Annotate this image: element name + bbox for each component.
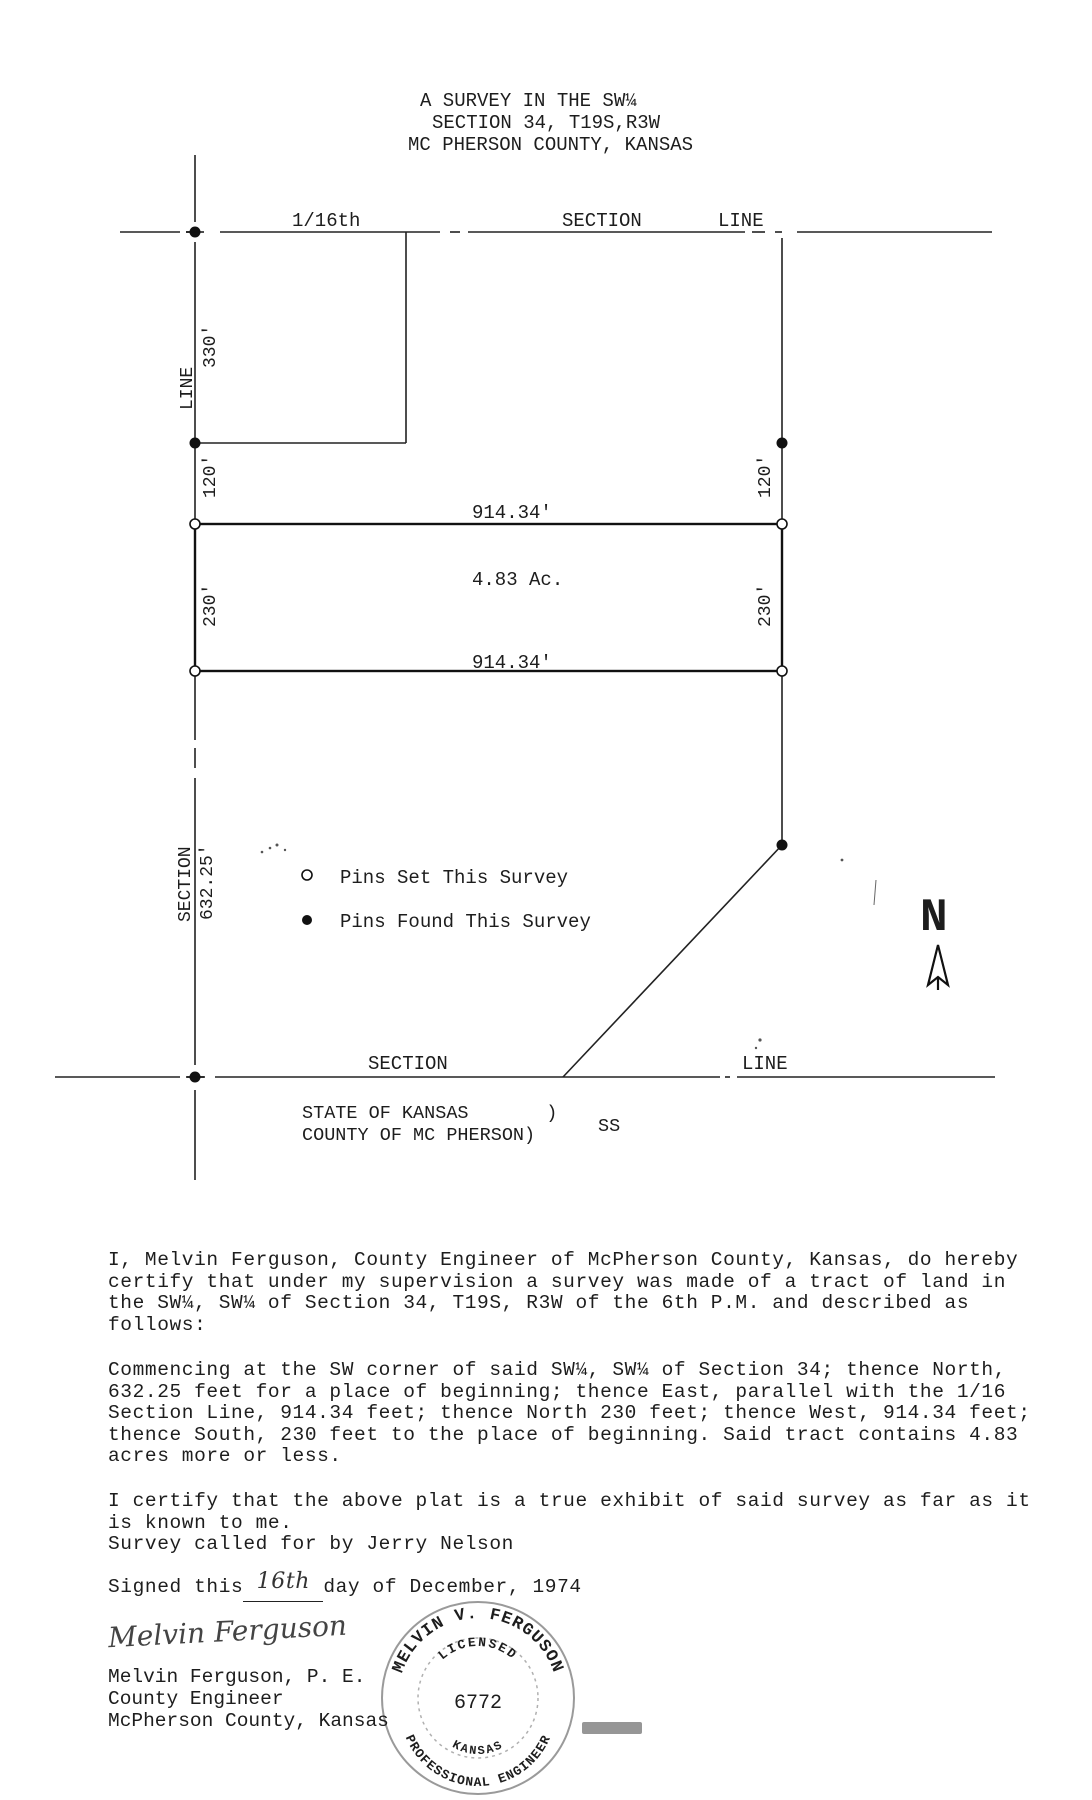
- title-line-2: SECTION 34, T19S,R3W: [432, 112, 661, 134]
- legend-set-label: Pins Set This Survey: [340, 867, 569, 889]
- title-line-1: A SURVEY IN THE SW¼: [420, 90, 637, 112]
- dim-120-left: 120': [201, 454, 221, 498]
- seal-outer-bottom: PROFESSIONAL ENGINEER: [401, 1732, 555, 1790]
- dim-230-left: 230': [201, 583, 221, 627]
- signed-suffix: day of December, 1974: [323, 1576, 582, 1598]
- bottom-section-label: SECTION: [368, 1053, 448, 1075]
- certificate-paragraph-1: I, Melvin Ferguson, County Engineer of McPherson County, Kansas, do hereby certify that under my supervision a survey was made of a tract of land in the SW¼, SW¼ of Section 34, T19S, R3W of the 6th P.M. and described as follows:: [108, 1249, 1019, 1336]
- pin-found-diag: [777, 840, 788, 851]
- left-line-label: LINE: [178, 366, 198, 410]
- pin-set-sw: [190, 666, 200, 676]
- dim-120-right: 120': [756, 454, 776, 498]
- legend-found-label: Pins Found This Survey: [340, 911, 591, 933]
- seal-inner-bottom: KANSAS: [449, 1737, 507, 1759]
- dim-330: 330': [201, 324, 221, 368]
- seal-inner-top: LICENSED: [435, 1634, 521, 1664]
- svg-text:PROFESSIONAL ENGINEER: [402, 1732, 554, 1790]
- diagonal-boundary: [563, 845, 782, 1077]
- dim-914-bottom: 914.34': [472, 652, 552, 674]
- legend-set-symbol: [302, 870, 312, 880]
- pin-set-se: [777, 666, 787, 676]
- tract-area: 4.83 Ac.: [472, 569, 564, 591]
- svg-text:MELVIN V. FERGUSON: [390, 1605, 567, 1676]
- certificate-paragraph-3: I certify that the above plat is a true exhibit of said survey as far as it is known to me.: [108, 1490, 1031, 1534]
- left-section-label: SECTION: [176, 846, 196, 922]
- pin-found-lot: [190, 438, 201, 449]
- top-line-label-1: 1/16th: [292, 210, 361, 232]
- signed-day: 16th: [256, 1569, 311, 1594]
- dim-914-top: 914.34': [472, 502, 552, 524]
- venue-paren: ): [546, 1103, 558, 1124]
- venue-block: [302, 1103, 557, 1147]
- venue-state: STATE OF KANSAS: [302, 1103, 469, 1124]
- venue-ss: SS: [598, 1116, 621, 1137]
- north-letter: N: [920, 892, 948, 944]
- title-line-3: MC PHERSON COUNTY, KANSAS: [408, 134, 694, 156]
- dim-230-right: 230': [756, 583, 776, 627]
- signer-title: County Engineer: [108, 1688, 284, 1710]
- pin-set-ne: [777, 519, 787, 529]
- survey-called-for: Survey called for by Jerry Nelson: [108, 1533, 514, 1555]
- top-line-label-2: SECTION: [562, 210, 642, 232]
- certificate-paragraph-2: Commencing at the SW corner of said SW¼, SW¼ of Section 34; thence North, 632.25 feet for a place of beginning; thence East, parallel with the 1/16 Section Line, 914.34 feet; thence North 230 feet; thence West, 914.34 feet; thence South, 230 feet to the place of beginning. Said tract contains 4.83 acres more or less.: [108, 1359, 1031, 1467]
- seal-number: 6772: [453, 1692, 503, 1715]
- signer-name: Melvin Ferguson, P. E.: [108, 1666, 366, 1688]
- venue-county: COUNTY OF MC PHERSON): [302, 1125, 536, 1146]
- seal-outer-top: MELVIN V. FERGUSON: [389, 1604, 567, 1676]
- handwritten-signature: Melvin Ferguson: [107, 1608, 348, 1655]
- top-line-label-3: LINE: [718, 210, 764, 232]
- stamp-smudge: [582, 1722, 642, 1734]
- signed-prefix: Signed this: [108, 1576, 244, 1598]
- pin-found-east: [777, 438, 788, 449]
- surveyed-tract: [195, 524, 782, 671]
- signer-org: McPherson County, Kansas: [108, 1710, 389, 1732]
- bottom-line-label: LINE: [742, 1053, 788, 1075]
- pin-set-nw: [190, 519, 200, 529]
- signed-line: [108, 1569, 1038, 1600]
- dim-632: 632.25': [198, 844, 218, 920]
- north-arrow: [920, 892, 948, 990]
- engineer-seal: [378, 1598, 578, 1798]
- svg-text:LICENSED: [435, 1635, 520, 1663]
- legend-found-symbol: [302, 915, 312, 925]
